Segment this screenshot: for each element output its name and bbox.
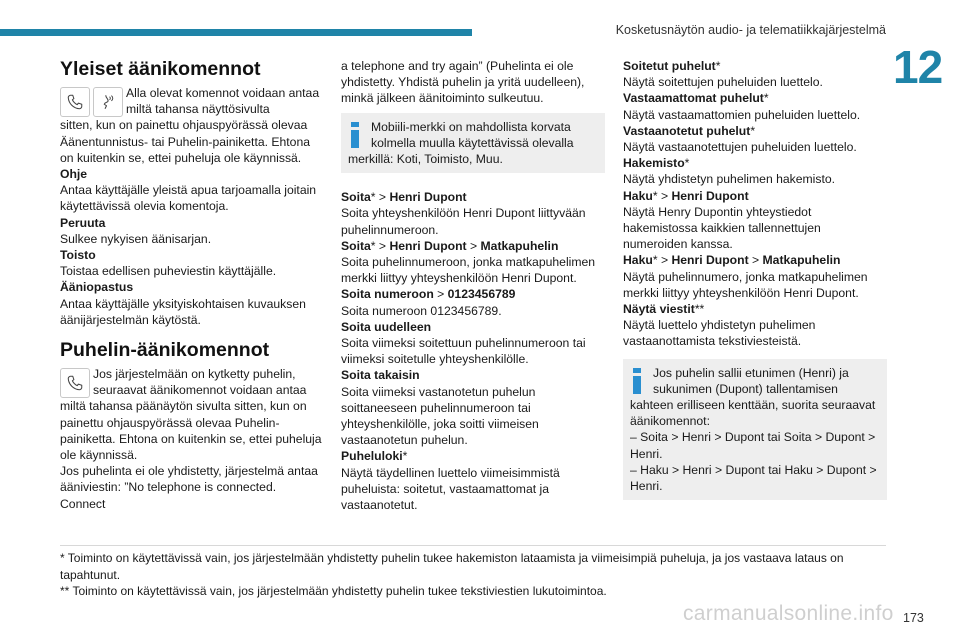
running-head: Kosketusnäytön audio- ja telematiikkajärjestelmä	[615, 23, 886, 37]
command-desc: Näytä puhelinnumero, jonka matkapuhelimen merkki liittyy yhteyshenkilöön Henri Dupont.	[623, 269, 868, 300]
command-line: Vastaamattomat puhelut*	[623, 91, 769, 106]
intro-general-text: Alla olevat komennot voidaan antaa miltä tahansa näyttösivulta	[126, 86, 320, 117]
command-desc: Soita puhelinnumeroon, jonka matkapuhelimen merkki liittyy yhteyshenkilöön Henri Dupont.	[341, 255, 596, 286]
voice-recognition-icon	[93, 87, 123, 117]
command-line: Soita* > Henri Dupont	[341, 190, 467, 205]
footnote: * Toiminto on käytettävissä vain, jos järjestelmään yhdistetty puhelin tukee hakemiston lataamista ja viimeisimpiä puheluja, ja jos vastaava lataus on tapahtunut.	[60, 551, 844, 582]
command-label: Soita uudelleen	[341, 319, 432, 334]
info-box-name-fields	[623, 359, 887, 501]
command-line: Haku* > Henri Dupont > Matkapuhelin	[623, 253, 841, 268]
command-desc: Näytä Henry Dupontin yhteystiedot hakemistossa kaikkien tallennettujen numeroiden kanssa.	[623, 204, 821, 252]
command-label: Soita takaisin	[341, 368, 420, 383]
general-commands	[60, 166, 322, 328]
command-line: Soita* > Henri Dupont > Matkapuhelin	[341, 238, 559, 253]
info-box-text: Mobiili-merkki on mahdollista korvata kolmella muulla käytettävissä olevalla merkillä: Koti, Toimisto, Muu.	[348, 119, 574, 167]
command-desc: Näytä soitettujen puheluiden luettelo.	[623, 75, 823, 90]
command-label: Toisto	[60, 248, 96, 263]
command-desc: Näytä täydellinen luettelo viimeisimmistä puheluista: soitetut, vastaamattomat ja vastaanotetut.	[341, 465, 560, 513]
header-accent-bar	[0, 29, 472, 36]
intro-phone	[60, 366, 322, 398]
command-desc: Soita yhteyshenkilöön Henri Dupont liittyvään puhelinnumeroon.	[341, 206, 586, 237]
info-list-item: – Haku > Henri > Dupont tai Haku > Dupont > Henri.	[630, 462, 877, 494]
page-number: 173	[903, 611, 924, 625]
intro-phone-continue: Jos puhelinta ei ole yhdistetty, järjestelmä antaa ääniviestin: ”No telephone is connected. Connect	[60, 464, 318, 511]
command-line: Hakemisto*	[623, 156, 690, 171]
command-desc: Näytä luettelo yhdistetyn puhelimen vastaanottamista tekstiviesteistä.	[623, 318, 816, 349]
command-desc: Näytä vastaanotettujen puheluiden luettelo.	[623, 140, 857, 155]
phone-icon	[60, 368, 90, 398]
info-box-intro: Jos puhelin sallii etunimen (Henri) ja sukunimen (Dupont) tallentamisen kahteen erilliseen kenttään, suorita seuraavat äänikomennot:	[630, 365, 876, 429]
section-title-general: Yleiset äänikomennot	[60, 58, 261, 80]
command-desc: Näytä vastaamattomien puheluiden luettelo.	[623, 107, 861, 122]
footnote: ** Toiminto on käytettävissä vain, jos järjestelmään yhdistetty puhelin tukee tekstiviestien lukutoimintoa.	[60, 584, 607, 598]
command-line: Vastaanotetut puhelut*	[623, 123, 756, 138]
command-desc: Toistaa edellisen puheviestin käyttäjälle.	[60, 264, 277, 279]
command-label: Ohje	[60, 167, 88, 182]
command-desc: Soita numeroon 0123456789.	[341, 303, 502, 318]
column-3	[623, 58, 887, 506]
column-1	[60, 58, 322, 512]
command-label: Ääniopastus	[60, 280, 134, 295]
chapter-number: 12	[893, 41, 943, 93]
phone-commands	[341, 189, 605, 513]
intro-general	[60, 85, 322, 117]
command-line: Soita numeroon > 0123456789	[341, 287, 516, 302]
command-line: Soitetut puhelut*	[623, 59, 721, 73]
command-desc: Antaa käyttäjälle yleistä apua tarjoamalla joitain käytettävissä olevia komentoja.	[60, 183, 317, 214]
call-log-commands	[623, 58, 887, 350]
info-box-labels	[341, 113, 605, 174]
continued-text: a telephone and try again” (Puhelinta ei ole yhdistetty. Yhdistä puhelin ja yritä uudelleen), minkä jälkeen äänitoiminto sulkeutuu.	[341, 59, 585, 106]
intro-phone-rest: miltä tahansa päänäytön sivulta sitten, kun on painettu ohjauspyörässä olevaa Puhelin-painiketta. Ehtona on kuitenkin se, ettei puheluja ole käynnissä.	[60, 399, 322, 463]
command-desc: Soita viimeksi vastanotetun puhelun soittaneeseen puhelinnumeroon tai yhteyshenkilölle, joka soitti viimeisen vastaanotetun puhelun.	[341, 384, 539, 448]
phone-icon	[60, 87, 90, 117]
section-title-phone: Puhelin-äänikomennot	[60, 339, 270, 362]
command-line: Haku* > Henri Dupont	[623, 188, 749, 203]
info-icon	[630, 368, 644, 394]
command-line: Puheluloki*	[341, 449, 408, 464]
command-desc: Näytä yhdistetyn puhelimen hakemisto.	[623, 172, 836, 187]
command-desc: Sulkee nykyisen äänisarjan.	[60, 231, 212, 246]
command-label: Peruuta	[60, 215, 106, 230]
command-desc: Antaa käyttäjälle yksityiskohtaisen kuvauksen äänijärjestelmän käytöstä.	[60, 296, 306, 327]
footnotes	[60, 545, 886, 600]
info-list-item: – Soita > Henri > Dupont tai Soita > Dupont > Henri.	[630, 430, 876, 461]
info-icon	[348, 122, 362, 148]
command-line: Näytä viestit**	[623, 302, 705, 317]
intro-phone-text: Jos järjestelmään on kytketty puhelin, seuraavat äänikomennot voidaan antaa	[93, 367, 307, 398]
column-2	[341, 58, 605, 513]
watermark: carmanualsonline.info	[683, 602, 894, 625]
intro-general-rest: sitten, kun on painettu ohjauspyörässä olevaa Äänentunnistus- tai Puhelin-painiketta. Ehtona on kuitenkin se, ettei puheluja ole käynnissä.	[60, 118, 311, 165]
command-desc: Soita viimeksi soitettuun puhelinnumeroon tai viimeksi soitetulle yhteyshenkilölle.	[341, 336, 586, 367]
